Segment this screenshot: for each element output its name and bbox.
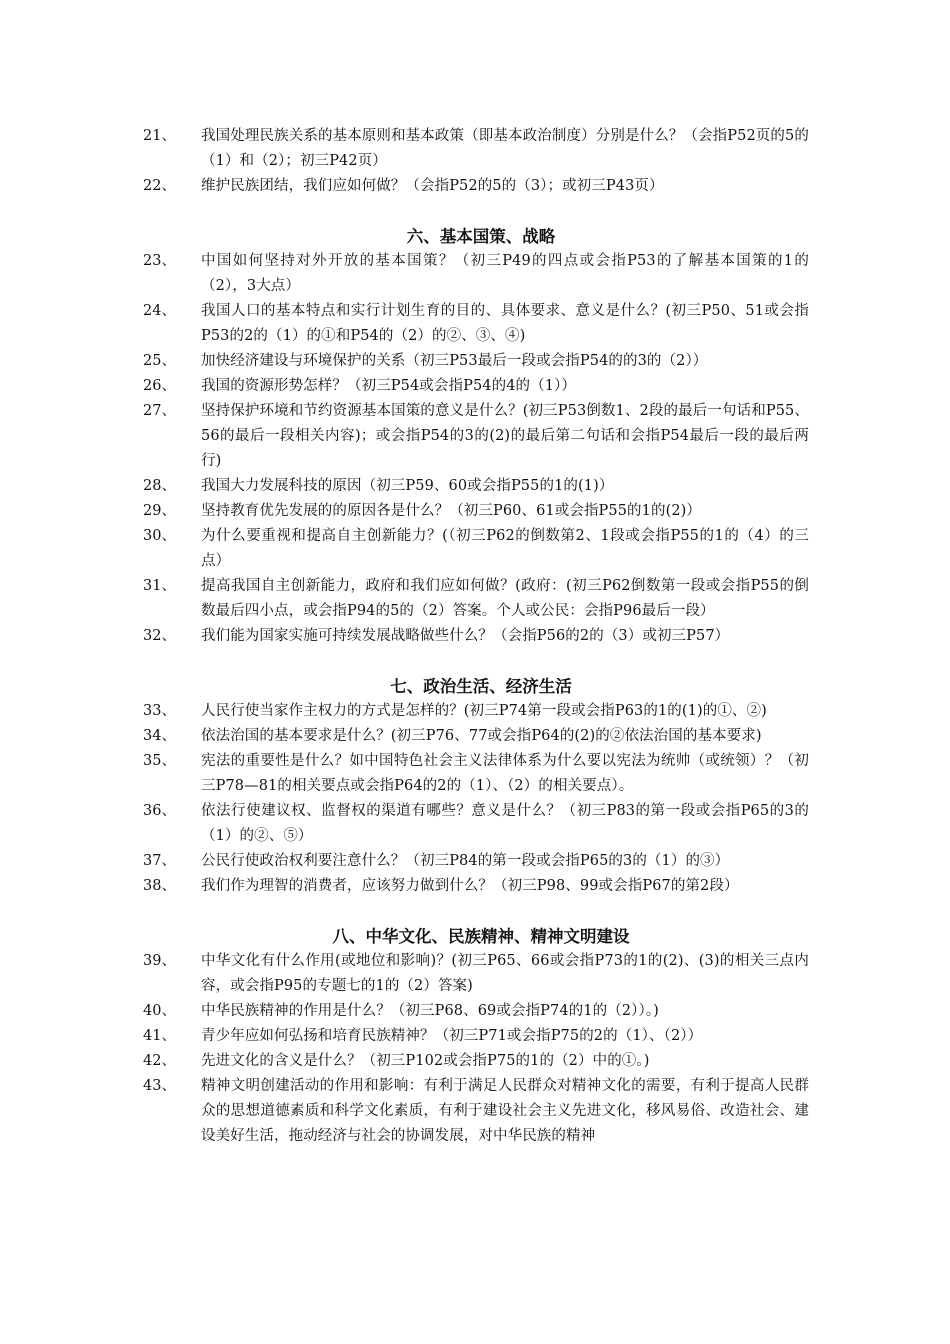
- question-item: [143, 799, 809, 849]
- question-item: [143, 949, 809, 999]
- question-item: [143, 249, 809, 299]
- question-text: 中国如何坚持对外开放的基本国策？（初三P49的四点或会指P53的了解基本国策的1的（2），3大点）: [201, 253, 809, 294]
- question-number: 36、: [143, 803, 176, 819]
- question-number: 31、: [143, 578, 176, 594]
- question-text: 我们作为理智的消费者，应该努力做到什么？（初三P98、99或会指P67的第2段）: [201, 878, 739, 894]
- question-text: 中华文化有什么作用(或地位和影响)？(初三P65、66或会指P73的1的(2)、(3)的相关三点内容，或会指P95的专题七的1的（2）答案): [201, 953, 809, 994]
- question-number: 34、: [143, 728, 176, 744]
- question-number: 37、: [143, 853, 176, 869]
- question-text: 先进文化的含义是什么？（初三P102或会指P75的1的（2）中的①。): [201, 1053, 650, 1069]
- question-number: 23、: [143, 253, 176, 269]
- question-item: [143, 574, 809, 624]
- question-text: 坚持教育优先发展的的原因各是什么？（初三P60、61或会指P55的1的(2)）: [201, 503, 702, 519]
- question-number: 41、: [143, 1028, 176, 1044]
- question-number: 21、: [143, 128, 176, 144]
- question-number: 42、: [143, 1053, 176, 1069]
- question-item: [143, 349, 809, 374]
- question-number: 39、: [143, 953, 176, 969]
- question-list: [143, 124, 809, 1149]
- question-number: 33、: [143, 703, 176, 719]
- question-text: 精神文明创建活动的作用和影响：有利于满足人民群众对精神文化的需要，有利于提高人民群众的思想道德素质和科学文化素质，有利于建设社会主义先进文化，移风易俗、改造社会、建设美好生活，拖动经济与社会的协调发展，对中华民族的精神: [201, 1078, 809, 1144]
- question-item: [143, 299, 809, 349]
- question-number: 29、: [143, 503, 176, 519]
- question-number: 38、: [143, 878, 176, 894]
- question-number: 24、: [143, 303, 176, 319]
- question-number: 26、: [143, 378, 176, 394]
- question-number: 25、: [143, 353, 176, 369]
- section-heading: 八、中华文化、民族精神、精神文明建设: [332, 927, 630, 946]
- question-text: 青少年应如何弘扬和培育民族精神？（初三P71或会指P75的2的（1）、（2））: [201, 1028, 703, 1044]
- question-text: 我们能为国家实施可持续发展战略做些什么？（会指P56的2的（3）或初三P57）: [201, 628, 730, 644]
- question-item: [143, 999, 809, 1024]
- question-text: 人民行使当家作主权力的方式是怎样的？(初三P74第一段或会指P63的1的(1)的①、②): [201, 703, 767, 719]
- question-item: [143, 399, 809, 474]
- question-item: [143, 1024, 809, 1049]
- question-number: 32、: [143, 628, 176, 644]
- question-item: [143, 699, 809, 724]
- question-number: 35、: [143, 753, 176, 769]
- question-text: 提高我国自主创新能力，政府和我们应如何做？(政府：(初三P62倒数第一段或会指P55的倒数最后四小点，或会指P94的5的（2）答案。个人或公民：会指P96最后一段）: [201, 578, 809, 619]
- question-number: 30、: [143, 528, 176, 544]
- section-heading: 六、基本国策、战略: [406, 227, 556, 246]
- question-number: 40、: [143, 1003, 176, 1019]
- question-item: [143, 1049, 809, 1074]
- question-text: 我国人口的基本特点和实行计划生育的目的、具体要求、意义是什么？(初三P50、51或会指P53的2的（1）的①和P54的（2）的②、③、④): [201, 303, 809, 344]
- question-text: 为什么要重视和提高自主创新能力？(（初三P62的倒数第2、1段或会指P55的1的（4）的三点）: [201, 528, 809, 569]
- question-item: [143, 124, 809, 174]
- question-text: 公民行使政治权利要注意什么？（初三P84的第一段或会指P65的3的（1）的③）: [201, 853, 730, 869]
- question-text: 坚持保护环境和节约资源基本国策的意义是什么？(初三P53倒数1、2段的最后一句话和P55、56的最后一段相关内容)；或会指P54的3的(2)的最后第二句话和会指P54最后一段的最后两行): [201, 403, 809, 469]
- question-text: 我国处理民族关系的基本原则和基本政策（即基本政治制度）分别是什么？（会指P52页的5的（1）和（2）；初三P42页）: [201, 128, 809, 169]
- question-item: [143, 1074, 809, 1149]
- question-text: 我国大力发展科技的原因（初三P59、60或会指P55的1的(1)）: [201, 478, 614, 494]
- question-item: [143, 524, 809, 574]
- question-number: 43、: [143, 1078, 176, 1094]
- question-text: 宪法的重要性是什么？如中国特色社会主义法律体系为什么要以宪法为统帅（或统领）？（初三P78—81的相关要点或会指P64的2的（1）、（2）的相关要点）。: [201, 753, 809, 794]
- question-text: 维护民族团结，我们应如何做？（会指P52的5的（3）；或初三P43页）: [201, 178, 664, 194]
- question-text: 我国的资源形势怎样？（初三P54或会指P54的4的（1））: [201, 378, 577, 394]
- question-number: 28、: [143, 478, 176, 494]
- question-text: 依法治国的基本要求是什么？(初三P76、77或会指P64的(2)的②依法治国的基本要求): [201, 728, 762, 744]
- question-item: [143, 874, 809, 899]
- question-item: [143, 474, 809, 499]
- question-number: 22、: [143, 178, 176, 194]
- question-item: [143, 849, 809, 874]
- question-item: [143, 374, 809, 399]
- question-item: [143, 499, 809, 524]
- question-text: 依法行使建议权、监督权的渠道有哪些？意义是什么？（初三P83的第一段或会指P65的3的（1）的②、⑤）: [201, 803, 809, 844]
- question-text: 中华民族精神的作用是什么？（初三P68、69或会指P74的1的（2））。): [201, 1003, 659, 1019]
- question-number: 27、: [143, 403, 176, 419]
- question-item: [143, 624, 809, 649]
- question-item: [143, 749, 809, 799]
- question-item: [143, 174, 809, 199]
- section-heading: 七、政治生活、经济生活: [390, 677, 572, 696]
- question-text: 加快经济建设与环境保护的关系（初三P53最后一段或会指P54的的3的（2））: [201, 353, 708, 369]
- question-item: [143, 724, 809, 749]
